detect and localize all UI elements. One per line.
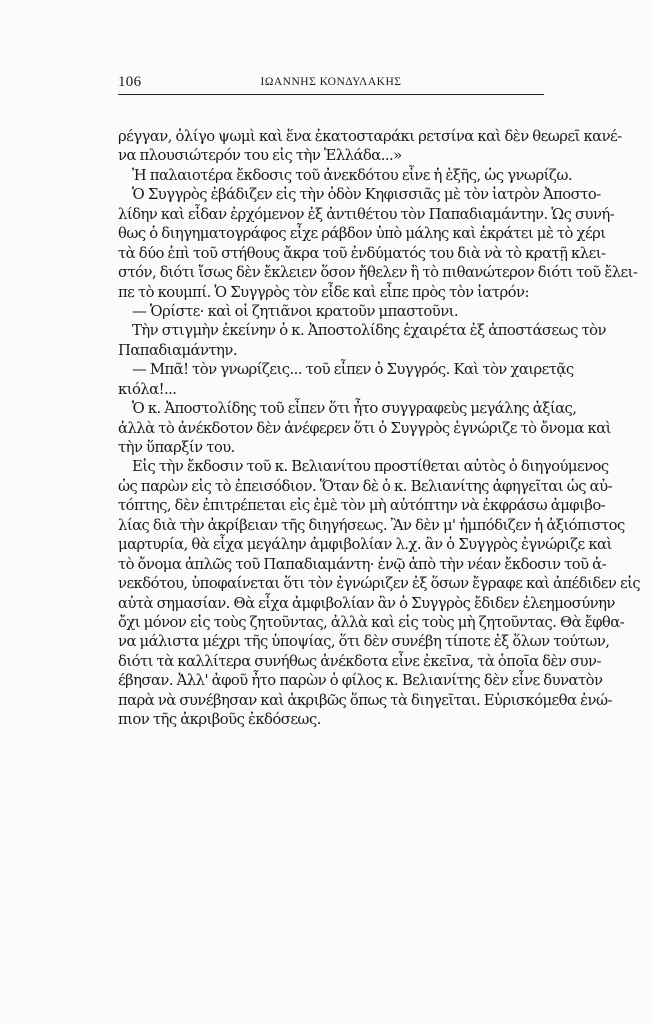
text-line: μαρτυρία, θὰ εἶχα μεγάλην ἀμφιβολίαν λ.χ. ἂν ὁ Συγγρὸς ἐγνώριζε καὶ — [118, 536, 612, 554]
text-line: θως ὁ διηγηματογράφος εἶχε ράβδον ὑπὸ μάλης καὶ ἐκράτει μὲ τὸ χέρι — [118, 225, 606, 243]
text-line: λίδην καὶ εἶδαν ἐρχόμενον ἐξ ἀντιθέτου τὸν Παπαδιαμάντην. Ὡς συνή- — [118, 205, 615, 223]
text-line: — Μπᾶ! τὸν γνωρίζεις... τοῦ εἶπεν ὁ Συγγρός. Καὶ τὸν χαιρετᾷς — [132, 361, 574, 379]
text-line: έβησαν. Ἀλλ' ἀφοῦ ἦτο παρὼν ὁ φίλος κ. Βελιανίτης δὲν εἶνε δυνατὸν — [118, 672, 603, 690]
text-line: πε τὸ κουμπί. Ὁ Συγγρὸς τὸν εἶδε καὶ εἶπε πρὸς τὸν ἰατρόν: — [118, 283, 529, 301]
text-line: Παπαδιαμάντην. — [118, 341, 237, 359]
text-line: τόπτης, δὲν ἐπιτρέπεται εἰς ἐμὲ τὸν μὴ αὐτόπτην νὰ ἐκφράσω ἀμφιβο- — [118, 497, 606, 515]
text-line: στόν, διότι ἴσως δὲν ἔκλειεν ὅσον ἤθελεν ἢ τὸ πιθανώτερον διότι τοῦ ἔλει- — [118, 264, 638, 282]
text-line: αὐτὰ σημασίαν. Θὰ εἶχα ἀμφιβολίαν ἂν ὁ Συγγρὸς ἔδιδεν ἐλεημοσύνην — [118, 594, 615, 612]
text-line: να πλουσιώτερόν του εἰς τὴν Ἑλλάδα...» — [118, 147, 402, 165]
text-line: Ὁ Συγγρὸς ἐβάδιζεν εἰς τὴν ὁδὸν Κηφισσιᾶς μὲ τὸν ἰατρὸν Ἀποστο- — [132, 186, 601, 204]
page-header — [118, 74, 544, 92]
text-line: ρέγγαν, ὀλίγο ψωμὶ καὶ ἕνα ἑκατοσταράκι ρετσίνα καὶ δὲν θεωρεῖ κανέ- — [118, 128, 622, 145]
text-line: — Ὁρίστε· καὶ οἱ ζητιᾶνοι κρατοῦν μπαστοῦνι. — [132, 302, 459, 320]
text-line: Τὴν στιγμὴν ἐκείνην ὁ κ. Ἀποστολίδης ἐχαιρέτα ἐξ ἀποστάσεως τὸν — [132, 322, 606, 340]
text-line: ὡς παρὼν εἰς τὸ ἐπεισόδιον. Ὅταν δὲ ὁ κ. Βελιανίτης ἀφηγεῖται ὡς αὐ- — [118, 477, 613, 495]
text-line: παρὰ νὰ συνέβησαν καὶ ἀκριβῶς ὅπως τὰ διηγεῖται. Εὑρισκόμεθα ἐνώ- — [118, 691, 612, 709]
text-line: κιόλα!... — [118, 380, 177, 398]
text-line: τὸ ὄνομα ἁπλῶς τοῦ Παπαδιαμάντη· ἐνῷ ἀπὸ τὴν νέαν ἔκδοσιν τοῦ ἀ- — [118, 555, 607, 573]
page-number: 106 — [118, 74, 142, 90]
text-line: τὰ δύο ἐπὶ τοῦ στήθους ἄκρα τοῦ ἐνδύματός του διὰ νὰ τὸ κρατῇ κλει- — [118, 244, 606, 262]
text-line: Εἰς τὴν ἔκδοσιν τοῦ κ. Βελιανίτου προστίθεται αὐτὸς ὁ διηγούμενος — [132, 458, 609, 476]
text-line: νεκδότου, ὑποφαίνεται ὅτι τὸν ἐγνώριζεν ἐξ ὅσων ἔγραφε καὶ ἀπέδιδεν εἰς — [118, 575, 641, 593]
text-line: ὄχι μόνον εἰς τοὺς ζητοῦντας, ἀλλὰ καὶ εἰς τοὺς μὴ ζητοῦντας. Θὰ ἔφθα- — [118, 613, 625, 631]
text-line: τὴν ὕπαρξίν του. — [118, 439, 235, 456]
text-line: διότι τὰ καλλίτερα συνήθως ἀνέκδοτα εἶνε ἐκεῖνα, τὰ ὁποῖα δὲν συν- — [118, 652, 601, 670]
running-head: ΙΩΑΝΝΗΣ ΚΟΝΔΥΛΑΚΗΣ — [260, 76, 402, 88]
text-line: να μάλιστα μέχρι τῆς ὑποψίας, ὅτι δὲν συνέβη τίποτε ἐξ ὅλων τούτων, — [118, 633, 610, 651]
header-rule — [118, 94, 544, 95]
body-text — [118, 127, 641, 730]
text-line: λίας διὰ τὴν ἀκρίβειαν τῆς διηγήσεως. Ἂν δὲν μ' ἠμπόδιζεν ἡ ἀξιόπιστος — [118, 516, 625, 534]
text-line: ἀλλὰ τὸ ἀνέκδοτον δὲν ἀνέφερεν ὅτι ὁ Συγγρὸς ἐγνώριζε τὸ ὄνομα καὶ — [118, 419, 611, 437]
text-line: Ὁ κ. Ἀποστολίδης τοῦ εἶπεν ὅτι ἦτο συγγραφεὺς μεγάλης ἀξίας, — [132, 400, 577, 418]
text-line: Ἡ παλαιοτέρα ἔκδοσις τοῦ ἀνεκδότου εἶνε ἡ ἑξῆς, ὡς γνωρίζω. — [132, 166, 572, 184]
text-line: πιον τῆς ἀκριβοῦς ἐκδόσεως. — [118, 711, 321, 729]
